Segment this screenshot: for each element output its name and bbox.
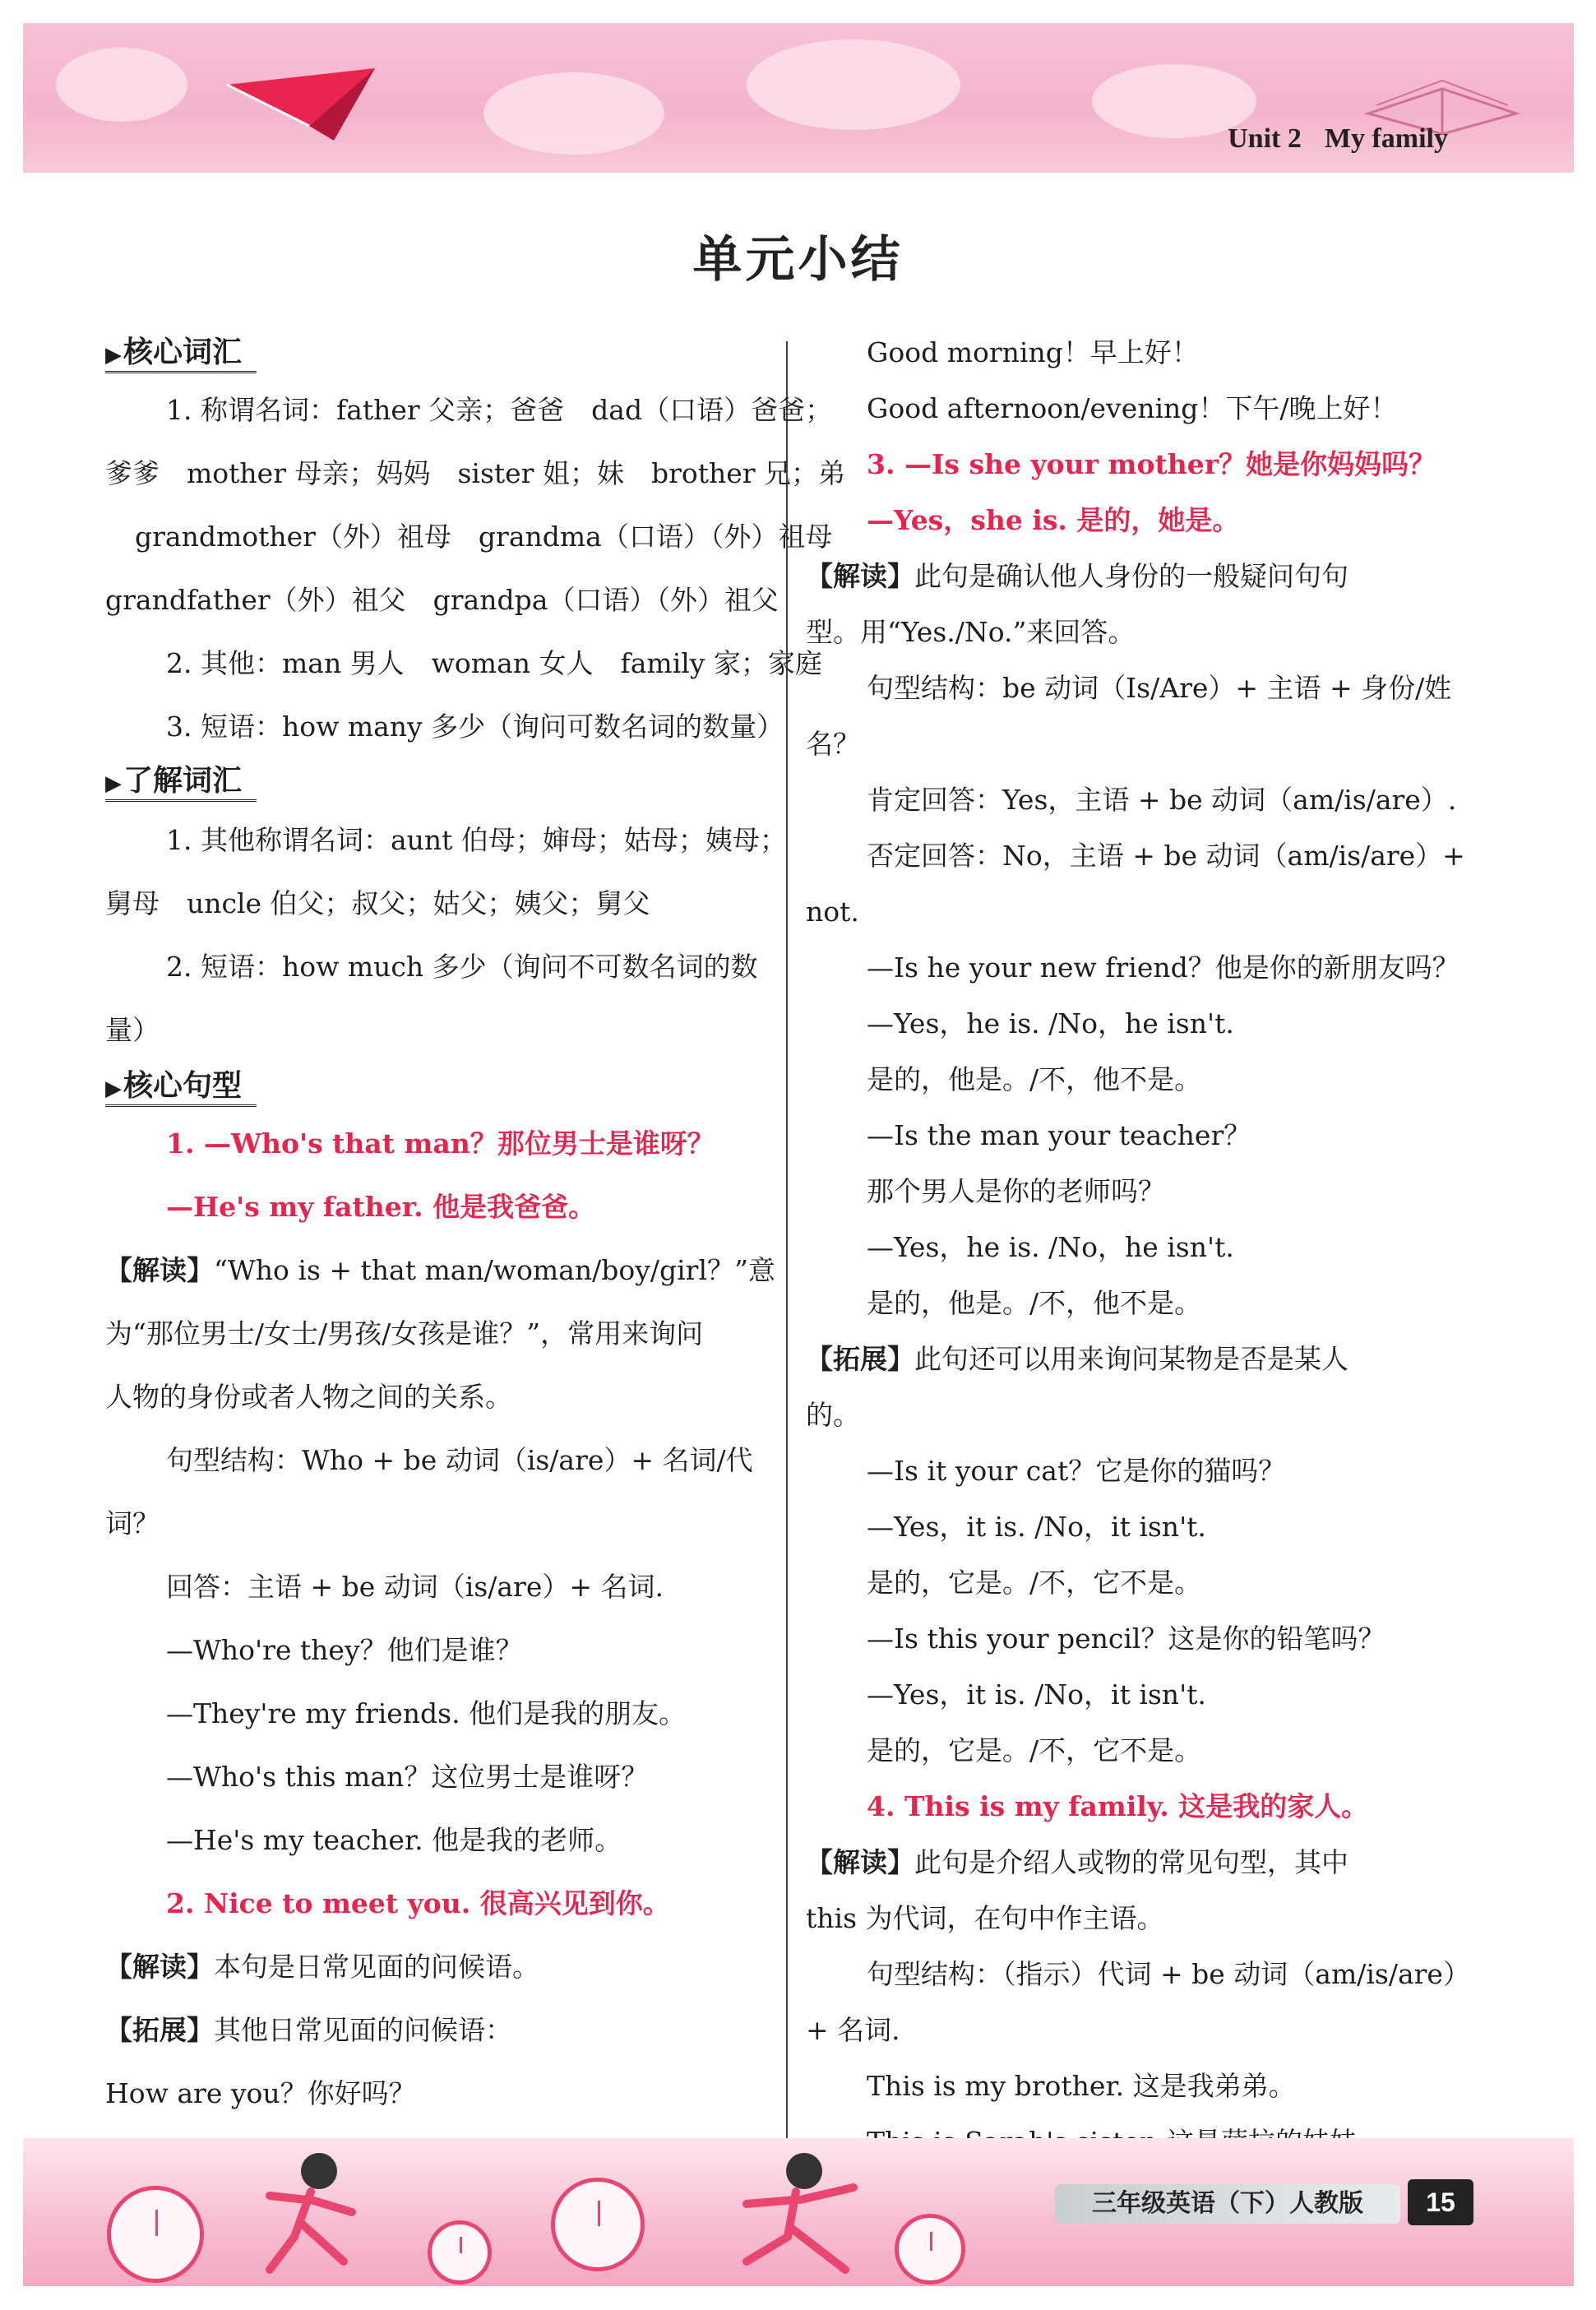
text-line: —Yes，it is. /No，it isn't. <box>867 1678 1206 1711</box>
text-line: 是的，他是。/不，他不是。 <box>867 1287 1202 1319</box>
text-line: —Who's this man？这位男士是谁呀？ <box>166 1761 649 1793</box>
text-line: this 为代词，在句中作主语。 <box>806 1902 1164 1934</box>
text-line: 舅母 uncle 伯父；叔父；姑父；姨父；舅父 <box>105 887 650 919</box>
text-line: 是的，他是。/不，他不是。 <box>867 1063 1202 1095</box>
clock-icon <box>107 2186 204 2283</box>
key-sentence: —He's my father. 他是我爸爸。 <box>166 1191 596 1223</box>
page-number: 15 <box>1408 2179 1473 2225</box>
text-line: 1. 其他称谓名词：aunt 伯母；婶母；姑母；姨母； <box>166 824 787 856</box>
text-line: 【解读】此句是介绍人或物的常见句型，其中 <box>806 1846 1349 1878</box>
clock-icon <box>895 2214 965 2285</box>
text-line: 【解读】“Who is + that man/woman/boy/girl？”意 <box>105 1254 775 1286</box>
text-line: 2. 其他：man 男人 woman 女人 family 家；家庭 <box>166 647 822 679</box>
text-line: 爹爹 mother 母亲；妈妈 sister 姐；妹 brother 兄；弟 <box>105 457 846 489</box>
running-boy-illustration <box>714 2146 895 2286</box>
text-line: —Who're they？他们是谁？ <box>166 1634 523 1666</box>
text-line: —They're my friends. 他们是我的朋友。 <box>166 1697 687 1729</box>
book-title-badge: 三年级英语（下）人教版 <box>1055 2184 1400 2224</box>
text-line: 【拓展】此句还可以用来询问某物是否是某人 <box>806 1343 1349 1375</box>
text-line: 量） <box>105 1014 160 1046</box>
text-line: 那个男人是你的老师吗？ <box>867 1175 1165 1207</box>
page-title: 单元小结 <box>692 231 904 289</box>
text-line: 【解读】此句是确认他人身份的一般疑问句句 <box>806 560 1349 592</box>
section-heading: ▶核心词汇 <box>105 337 771 378</box>
text-line: —Yes，he is. /No，he isn't. <box>867 1007 1234 1039</box>
text-line: How are you？你好吗？ <box>105 2077 416 2109</box>
text-line: + 名词. <box>806 2014 900 2046</box>
clock-icon <box>428 2220 492 2285</box>
text-line: 的。 <box>806 1399 860 1431</box>
text-line: 肯定回答：Yes，主语 + be 动词（am/is/are）. <box>867 784 1457 816</box>
text-line: —Is it your cat？它是你的猫吗？ <box>867 1455 1286 1487</box>
text-line: 型。用“Yes./No.”来回答。 <box>806 616 1136 648</box>
cloud-decoration <box>483 72 664 155</box>
unit-label <box>1228 123 1448 155</box>
text-line: grandfather（外）祖父 grandpa（口语）（外）祖父 <box>105 584 779 616</box>
text-line: —Yes，he is. /No，he isn't. <box>867 1231 1234 1263</box>
unit-number: Unit 2 <box>1228 123 1302 154</box>
text-line: This is my brother. 这是我弟弟。 <box>867 2070 1296 2102</box>
running-girl-illustration <box>220 2146 385 2286</box>
text-line: 句型结构：Who + be 动词（is/are）+ 名词/代 <box>166 1444 753 1476</box>
text-line: 回答：主语 + be 动词（is/are）+ 名词. <box>166 1571 664 1603</box>
text-line: —He's my teacher. 他是我的老师。 <box>166 1824 622 1856</box>
text-line: 是的，它是。/不，它不是。 <box>867 1734 1202 1766</box>
text-line: 3. 短语：how many 多少（询问可数名词的数量） <box>166 711 784 743</box>
text-line: Good morning！早上好！ <box>867 336 1199 368</box>
section-heading: ▶了解词汇 <box>105 766 771 807</box>
column-divider <box>786 341 788 2150</box>
text-line: 句型结构：（指示）代词 + be 动词（am/is/are） <box>867 1958 1470 1990</box>
right-column <box>806 337 1472 2158</box>
text-line: 【拓展】其他日常见面的问候语： <box>105 2014 512 2046</box>
text-line: 词？ <box>105 1507 160 1539</box>
text-line: —Yes，it is. /No，it isn't. <box>867 1511 1206 1543</box>
text-line: —Is he your new friend？他是你的新朋友吗？ <box>867 951 1460 984</box>
text-line: grandmother（外）祖母 grandma（口语）（外）祖母 <box>135 521 833 553</box>
key-sentence: 1. —Who's that man？那位男士是谁呀？ <box>166 1127 715 1160</box>
text-line: 【解读】本句是日常见面的问候语。 <box>105 1951 539 1983</box>
text-line: 否定回答：No，主语 + be 动词（am/is/are）+ <box>867 840 1465 872</box>
text-line: 1. 称谓名词：father 父亲；爸爸 dad（口语）爸爸； <box>166 394 833 426</box>
text-line: not. <box>806 896 859 928</box>
text-line: 为“那位男士/女士/男孩/女孩是谁？”，常用来询问 <box>105 1317 704 1349</box>
text-line: 名？ <box>806 728 860 760</box>
key-sentence: 3. —Is she your mother？她是你妈妈吗？ <box>867 448 1436 480</box>
cloud-decoration <box>747 39 960 130</box>
cloud-decoration <box>56 48 187 122</box>
text-line: 2. 短语：how much 多少（询问不可数名词的数 <box>166 951 758 983</box>
text-line: 人物的身份或者人物之间的关系。 <box>105 1381 512 1413</box>
text-line: 句型结构：be 动词（Is/Are）+ 主语 + 身份/姓 <box>867 672 1452 704</box>
text-line: 是的，它是。/不，它不是。 <box>867 1567 1202 1599</box>
text-line: —Is this your pencil？这是你的铅笔吗？ <box>867 1623 1386 1655</box>
paper-plane-icon <box>227 68 375 142</box>
key-sentence: 4. This is my family. 这是我的家人。 <box>867 1790 1369 1822</box>
unit-topic: My family <box>1324 123 1448 154</box>
key-sentence: 2. Nice to meet you. 很高兴见到你。 <box>166 1887 670 1919</box>
clock-icon <box>551 2178 645 2271</box>
text-line: Good afternoon/evening！下午/晚上好！ <box>867 392 1398 424</box>
section-heading: ▶核心句型 <box>105 1071 771 1112</box>
text-line: —Is the man your teacher？ <box>867 1119 1251 1151</box>
key-sentence: —Yes，she is. 是的，她是。 <box>867 504 1240 536</box>
